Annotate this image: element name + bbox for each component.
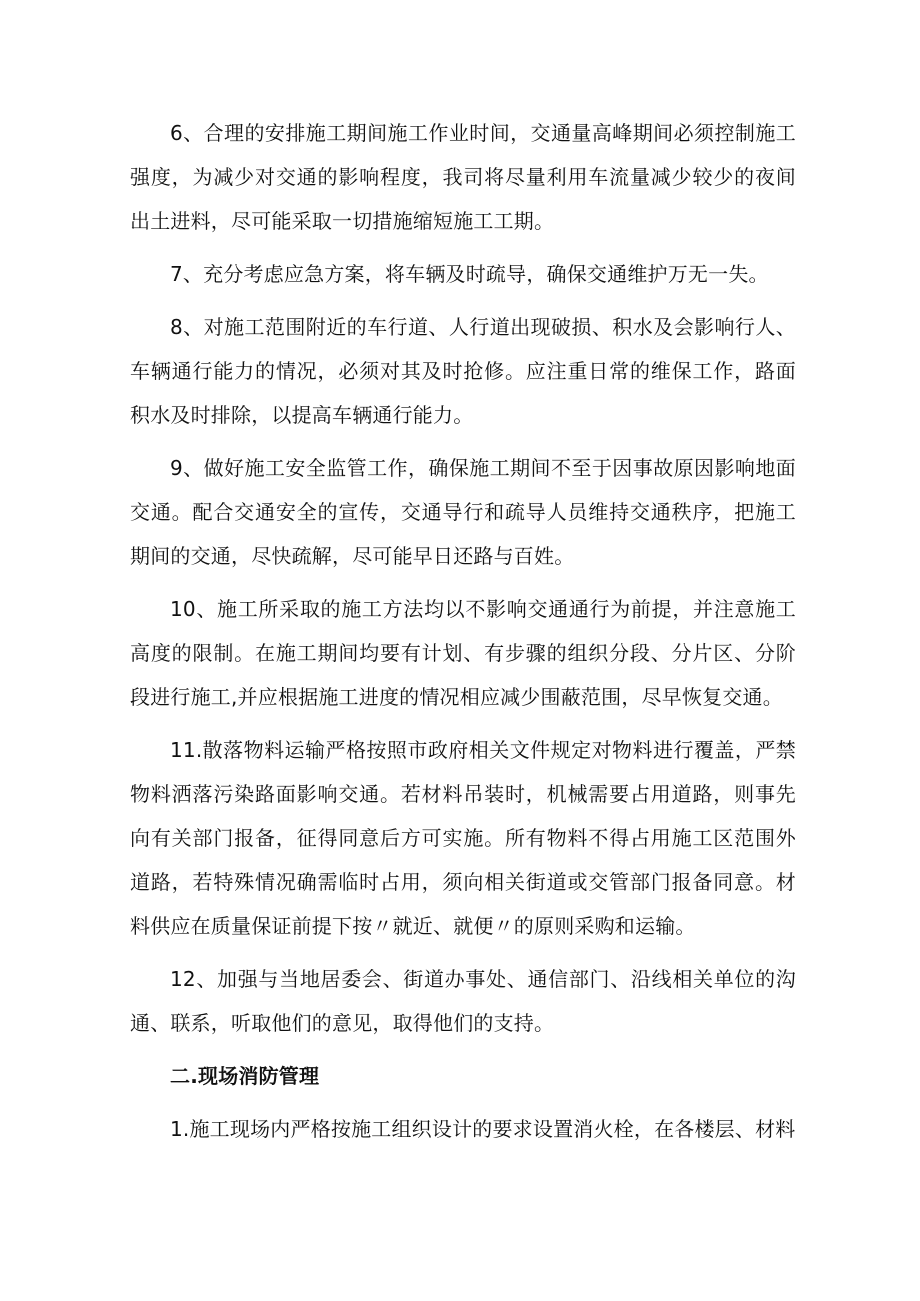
document-body (130, 111, 796, 1160)
paragraph-item-8: 8、对施工范围附近的车行道、人行道出现破损、积水及会影响行人、车辆通行能力的情况，必须对其及时抢修。应注重日常的维保工作，路面积水及时排除，以提高车辆通行能力。 (130, 315, 796, 427)
paragraph-item-10: 10、施工所采取的施工方法均以不影响交通通行为前提，并注意施工高度的限制。在施工期间均要有计划、有步骤的组织分段、分片区、分阶段进行施工,并应根据施工进度的情况相应减少围蔽范围，尽早恢复交通。 (130, 597, 796, 709)
paragraph-item-section-1: 1.施工现场内严格按施工组织设计的要求设置消火栓，在各楼层、材料 (170, 1117, 796, 1141)
paragraph-item-7: 7、充分考虑应急方案，将车辆及时疏导，确保交通维护万无一失。 (170, 262, 769, 286)
paragraph-item-11: 11.散落物料运输严格按照市政府相关文件规定对物料进行覆盖，严禁物料洒落污染路面影响交通。若材料吊装时，机械需要占用道路，则事先向有关部门报备，征得同意后方可实施。所有物料不得占用施工区范围外道路，若特殊情况确需临时占用，须向相关街道或交管部门报备同意。材料供应在质量保证前提下按〃就近、就便〃的原则采购和运输。 (130, 738, 796, 938)
paragraph-item-9: 9、做好施工安全监管工作，确保施工期间不至于因事故原因影响地面交通。配合交通安全的宣传，交通导行和疏导人员维持交通秩序，把施工期间的交通，尽快疏解，尽可能早日还路与百姓。 (130, 456, 796, 568)
paragraph-item-6: 6、合理的安排施工期间施工作业时间，交通量高峰期间必须控制施工强度，为减少对交通的影响程度，我司将尽量利用车流量减少较少的夜间出土进料，尽可能采取一切措施缩短施工工期。 (130, 121, 796, 233)
paragraph-item-12: 12、加强与当地居委会、街道办事处、通信部门、沿线相关单位的沟通、联系，听取他们的意见，取得他们的支持。 (130, 967, 796, 1035)
section-heading: 二.现场消防管理 (170, 1064, 320, 1088)
